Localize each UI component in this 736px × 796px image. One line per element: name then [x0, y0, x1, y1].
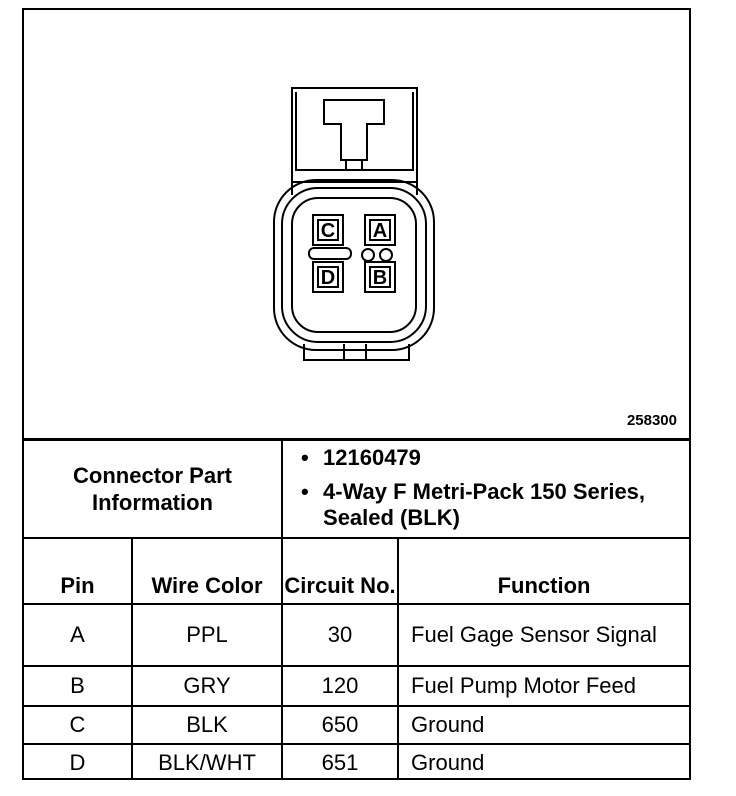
connector-description: 4-Way F Metri-Pack 150 Series, Sealed (BLK): [323, 479, 646, 530]
circuit-cell: 650: [282, 706, 398, 744]
connector-info-label: Connector Part Information: [24, 440, 282, 539]
function-cell: Ground: [398, 744, 689, 780]
pin-cell: B: [24, 666, 132, 706]
table-row: [24, 744, 689, 780]
function-cell: Ground: [398, 706, 689, 744]
header-wire-color: Wire Color: [132, 538, 282, 604]
info-item: [301, 479, 689, 531]
function-cell: Fuel Gage Sensor Signal: [398, 604, 689, 666]
pin-cell: A: [24, 604, 132, 666]
circuit-cell: 651: [282, 744, 398, 780]
function-cell: Fuel Pump Motor Feed: [398, 666, 689, 706]
bullet: •: [301, 479, 309, 504]
t-latch: [324, 100, 384, 160]
bullet: •: [301, 445, 309, 470]
connector-drawing: [24, 10, 689, 438]
pin-label-d: D: [320, 267, 336, 289]
info-item: [301, 445, 689, 471]
header-circuit: Circuit No.: [282, 538, 398, 604]
circuit-cell: 120: [282, 666, 398, 706]
latch-housing: [292, 88, 417, 195]
wire-color-cell: BLK/WHT: [132, 744, 282, 780]
wire-color-cell: BLK: [132, 706, 282, 744]
pin-label-a: A: [372, 220, 388, 242]
connector-body: [274, 180, 434, 350]
table-row: [24, 706, 689, 744]
pin-label-b: B: [372, 267, 388, 289]
bottom-tab: [304, 344, 409, 360]
wire-color-cell: GRY: [132, 666, 282, 706]
connector-info-row: [24, 440, 689, 539]
header-function: Function: [398, 538, 689, 604]
table-row: [24, 666, 689, 706]
pin-label-c: C: [320, 220, 336, 242]
wire-color-cell: PPL: [132, 604, 282, 666]
pinout-table: [24, 438, 689, 780]
part-number: 12160479: [323, 445, 421, 470]
connector-info-list: [282, 440, 689, 539]
table-row: [24, 604, 689, 666]
table-header-row: [24, 538, 689, 604]
figure-id: 258300: [626, 412, 677, 429]
diagram-frame: [22, 8, 691, 780]
header-pin: Pin: [24, 538, 132, 604]
pin-cell: C: [24, 706, 132, 744]
connector-diagram: [24, 10, 689, 438]
pin-cell: D: [24, 744, 132, 780]
circuit-cell: 30: [282, 604, 398, 666]
